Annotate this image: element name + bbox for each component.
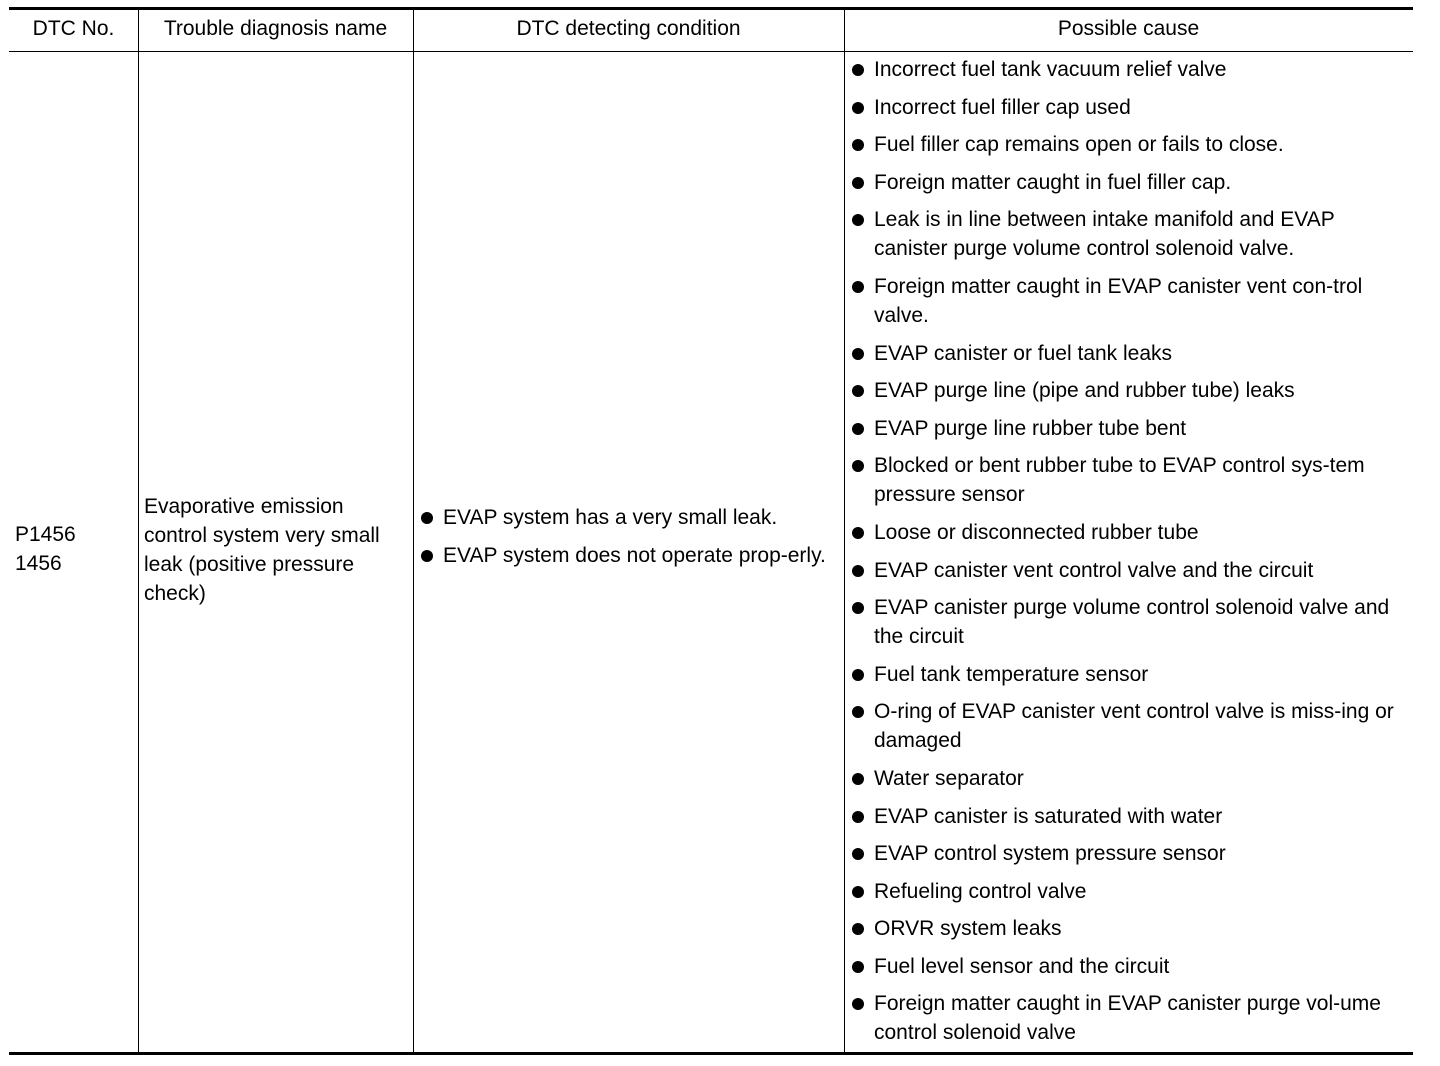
bullet-icon bbox=[852, 281, 864, 293]
cause-text: Incorrect fuel filler cap used bbox=[874, 95, 1131, 119]
table-header-row bbox=[9, 10, 1413, 52]
bullet-icon bbox=[852, 348, 864, 360]
list-item bbox=[421, 503, 833, 532]
list-item bbox=[421, 541, 833, 570]
bullet-icon bbox=[852, 385, 864, 397]
bullet-icon bbox=[852, 139, 864, 151]
cause-text: Fuel filler cap remains open or fails to close. bbox=[874, 133, 1284, 157]
list-item bbox=[852, 952, 1404, 981]
list-item bbox=[852, 55, 1404, 84]
bullet-icon bbox=[852, 214, 864, 226]
bullet-icon bbox=[852, 886, 864, 898]
condition-text: EVAP system does not operate prop-erly. bbox=[443, 543, 826, 567]
cause-text: EVAP canister vent control valve and the circuit bbox=[874, 558, 1314, 582]
cause-text: Foreign matter caught in fuel filler cap. bbox=[874, 170, 1232, 194]
bullet-icon bbox=[852, 460, 864, 472]
bullet-icon bbox=[852, 773, 864, 785]
list-item bbox=[852, 272, 1404, 330]
bullet-icon bbox=[852, 811, 864, 823]
bullet-icon bbox=[852, 102, 864, 114]
bullet-icon bbox=[852, 923, 864, 935]
bullet-icon bbox=[421, 512, 433, 524]
cause-text: EVAP purge line (pipe and rubber tube) leaks bbox=[874, 379, 1295, 403]
possible-cause-list bbox=[852, 55, 1404, 1056]
header-possible-cause: Possible cause bbox=[1057, 17, 1200, 40]
list-item bbox=[852, 556, 1404, 585]
cause-text: Blocked or bent rubber tube to EVAP control sys-tem pressure sensor bbox=[874, 454, 1365, 507]
list-item bbox=[852, 660, 1404, 689]
cause-text: ORVR system leaks bbox=[874, 917, 1062, 941]
bullet-icon bbox=[852, 961, 864, 973]
list-item bbox=[852, 877, 1404, 906]
list-item bbox=[852, 451, 1404, 509]
dtc-code: 1456 bbox=[15, 552, 62, 575]
cause-text: EVAP canister or fuel tank leaks bbox=[874, 341, 1173, 365]
list-item bbox=[852, 339, 1404, 368]
cause-text: Fuel tank temperature sensor bbox=[874, 662, 1149, 686]
bullet-icon bbox=[852, 527, 864, 539]
dtc-code: P1456 bbox=[15, 523, 76, 546]
list-item bbox=[852, 130, 1404, 159]
list-item bbox=[852, 168, 1404, 197]
cause-text: EVAP purge line rubber tube bent bbox=[874, 416, 1187, 440]
list-item bbox=[852, 839, 1404, 868]
cause-text: Fuel level sensor and the circuit bbox=[874, 954, 1170, 978]
list-item bbox=[852, 914, 1404, 943]
cause-text: Water separator bbox=[874, 766, 1024, 790]
header-diagnosis-name: Trouble diagnosis name bbox=[163, 17, 388, 40]
list-item bbox=[852, 593, 1404, 651]
header-detecting-condition: DTC detecting condition bbox=[516, 17, 741, 40]
cause-text: Incorrect fuel tank vacuum relief valve bbox=[874, 58, 1227, 81]
list-item bbox=[852, 376, 1404, 405]
list-item bbox=[852, 414, 1404, 443]
cause-text: Refueling control valve bbox=[874, 879, 1087, 903]
diagnosis-name-cell: Evaporative emission control system very small leak (positive pressure check) bbox=[144, 495, 380, 605]
bullet-icon bbox=[852, 848, 864, 860]
cause-text: Foreign matter caught in EVAP canister vent con-trol valve. bbox=[874, 274, 1363, 327]
condition-text: EVAP system has a very small leak. bbox=[443, 506, 778, 529]
list-item bbox=[852, 764, 1404, 793]
bullet-icon bbox=[852, 565, 864, 577]
cause-text: EVAP canister is saturated with water bbox=[874, 804, 1223, 828]
header-dtc-no: DTC No. bbox=[32, 17, 115, 40]
bullet-icon bbox=[852, 177, 864, 189]
cause-text: Foreign matter caught in EVAP canister purge vol-ume control solenoid valve bbox=[874, 992, 1381, 1045]
cause-text: Leak is in line between intake manifold and EVAP canister purge volume control solenoid valve. bbox=[874, 208, 1335, 261]
list-item bbox=[852, 697, 1404, 755]
dtc-code-cell bbox=[15, 520, 76, 578]
list-item bbox=[852, 802, 1404, 831]
detecting-condition-list bbox=[421, 503, 833, 578]
cause-text: EVAP control system pressure sensor bbox=[874, 842, 1226, 866]
cause-text: Loose or disconnected rubber tube bbox=[874, 520, 1199, 544]
list-item bbox=[852, 205, 1404, 263]
bullet-icon bbox=[852, 669, 864, 681]
cause-text: EVAP canister purge volume control solenoid valve and the circuit bbox=[874, 596, 1390, 649]
bullet-icon bbox=[852, 64, 864, 76]
bullet-icon bbox=[852, 423, 864, 435]
list-item bbox=[852, 989, 1404, 1047]
list-item bbox=[852, 518, 1404, 547]
list-item bbox=[852, 93, 1404, 122]
bullet-icon bbox=[421, 550, 433, 562]
bullet-icon bbox=[852, 706, 864, 718]
bullet-icon bbox=[852, 998, 864, 1010]
bullet-icon bbox=[852, 602, 864, 614]
cause-text: O-ring of EVAP canister vent control valve is miss-ing or damaged bbox=[874, 700, 1394, 753]
